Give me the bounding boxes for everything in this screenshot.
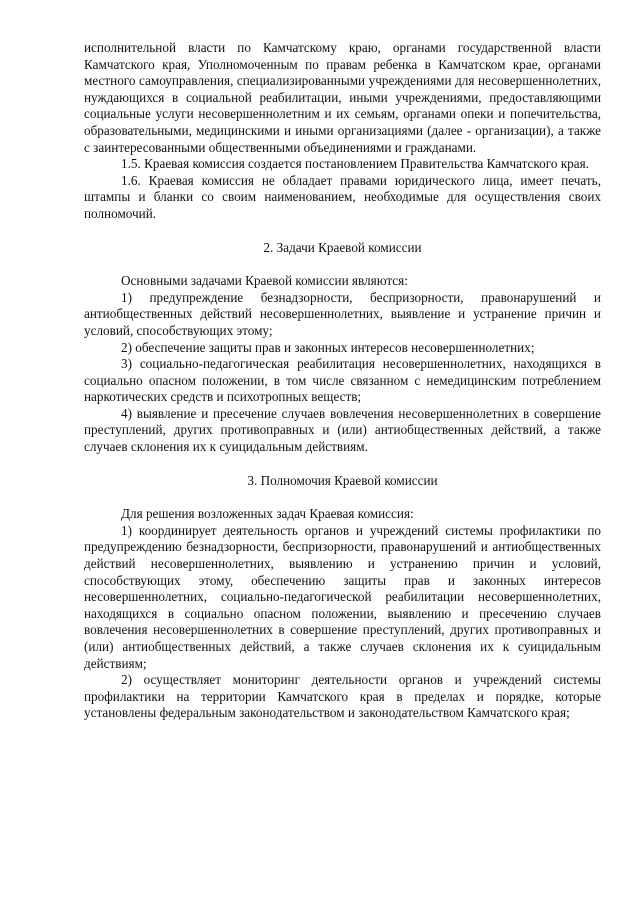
- section-3-heading: 3. Полномочия Краевой комиссии: [247, 472, 438, 488]
- paragraph-1-6: 1.6. Краевая комиссия не обладает правами юридического лица, имеет печать, штампы и бланки со своим наименованием, необходимые для осуществления своих полномочий.: [84, 172, 601, 221]
- spacer: [84, 489, 601, 506]
- section-3-intro: Для решения возложенных задач Краевая комиссия:: [121, 506, 414, 522]
- paragraph-1-5: 1.5. Краевая комиссия создается постановлением Правительства Камчатского края.: [121, 156, 589, 172]
- section-2-heading: 2. Задачи Краевой комиссии: [263, 239, 422, 255]
- paragraph-continuation: исполнительной власти по Камчатскому краю, органами государственной власти Камчатского края, Уполномоченным по правам ребенка в Камчатском крае, органами местного самоуправления, специализированными учреждениями для несовершеннолетних, нуждающихся в социальной реабилитации, иными учреждениями, предоставляющими социальные услуги несовершеннолетним и их семьям, органами опеки и попечительства, образовательными, медицинскими и иными организациями (далее - организации), а также с заинтересованными общественными объединениями и гражданами.: [84, 40, 601, 155]
- section-2-item-1: 1) предупреждение безнадзорности, беспризорности, правонарушений и антиобщественных действий несовершеннолетних, выявление и устранение причин и условий, способствующих этому;: [84, 289, 601, 338]
- section-3-item-2: 2) осуществляет мониторинг деятельности органов и учреждений системы профилактики на территории Камчатского края в пределах и порядке, которые установлены федеральным законодательством и законодательством Камчатского края;: [84, 672, 601, 721]
- spacer: [84, 456, 601, 473]
- section-2-item-4: 4) выявление и пресечение случаев вовлечения несовершеннолетних в совершение преступлений, других противоправных и (или) антиобщественных действий, а также случаев склонения их к суицидальным действиям.: [84, 405, 601, 455]
- section-3-item-1: 1) координирует деятельность органов и учреждений системы профилактики по предупреждению безнадзорности, беспризорности, правонарушений и антиобщественных действий несовершеннолетних, выявлению и устранению причин и условий, способствующих этому, обеспечению защиты прав и законных интересов несовершеннолетних, социально-педагогической реабилитации несовершеннолетних, находящихся в социально опасном положении, выявлению и пресечению случаев вовлечения несовершеннолетних в совершение преступлений, других противоправных и (или) антиобщественных действий, а также случаев склонения их к суицидальным действиям;: [84, 522, 601, 671]
- section-2-intro: Основными задачами Краевой комиссии являются:: [121, 273, 408, 289]
- section-2-item-2: 2) обеспечение защиты прав и законных интересов несовершеннолетних;: [121, 339, 535, 355]
- spacer: [84, 223, 601, 240]
- document-page: [84, 40, 601, 722]
- spacer: [84, 256, 601, 273]
- section-2-item-3: 3) социально-педагогическая реабилитация несовершеннолетних, находящихся в социально опасном положении, в том числе связанном с немедицинским потреблением наркотических средств и психотропных веществ;: [84, 356, 601, 405]
